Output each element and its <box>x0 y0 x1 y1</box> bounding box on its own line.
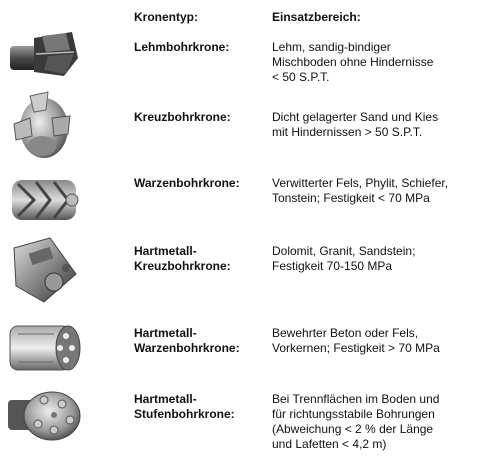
use-description: Bei Trennflächen im Boden und für richtungsstabile Bohrungen (Abweichung < 2 % der Länge und Lafetten < 4,2 m) <box>272 392 440 451</box>
clay-drill-bit-icon <box>4 28 84 84</box>
type-label: Warzenbohrkrone: <box>134 176 240 190</box>
column-header-use: Einsatzbereich: <box>272 10 361 24</box>
column-header-type: Kronentyp: <box>134 10 198 24</box>
use-description: Lehm, sandig-bindiger Mischboden ohne Hindernisse < 50 S.P.T. <box>272 40 434 84</box>
use-description: Dicht gelagerter Sand und Kies mit Hindernissen > 50 S.P.T. <box>272 110 439 139</box>
carbide-step-drill-bit-icon <box>4 386 84 444</box>
type-label: Lehmbohrkrone: <box>134 40 230 54</box>
cross-drill-bit-icon <box>4 88 84 166</box>
carbide-button-drill-bit-icon <box>4 320 84 376</box>
use-description: Bewehrter Beton oder Fels, Vorkernen; Festigkeit > 70 MPa <box>272 326 440 355</box>
type-label: Kreuzbohrkrone: <box>134 110 231 124</box>
type-label: Hartmetall- Stufenbohrkrone: <box>134 392 235 421</box>
carbide-cross-drill-bit-icon <box>4 234 84 306</box>
use-description: Dolomit, Granit, Sandstein; Festigkeit 70-150 MPa <box>272 244 416 273</box>
button-drill-bit-icon <box>4 172 84 228</box>
type-label: Hartmetall- Warzenbohrkrone: <box>134 326 240 355</box>
use-description: Verwitterter Fels, Phylit, Schiefer, Tonstein; Festigkeit < 70 MPa <box>272 176 449 205</box>
type-label: Hartmetall- Kreuzbohrkrone: <box>134 244 231 273</box>
